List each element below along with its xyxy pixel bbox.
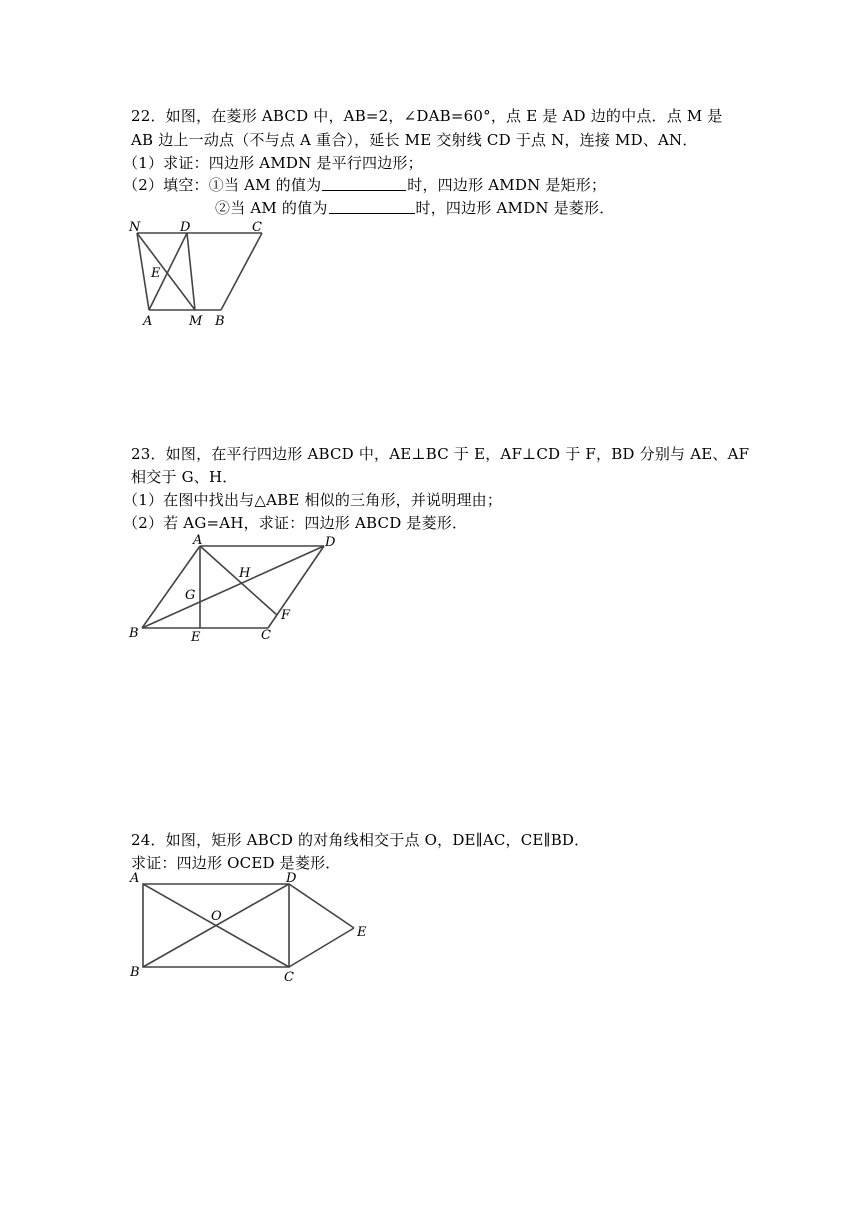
q22-label-E: E [151,266,161,281]
q22-label-A: A [143,314,153,329]
q24-label-E: E [357,925,367,940]
q23-label-H: H [239,566,251,581]
q23-line-1: 23．如图，在平行四边形 ABCD 中，AE⊥BC 于 E，AF⊥CD 于 F，BD 分别与 AE、AF [131,445,750,463]
q23-figure-lines [142,546,324,628]
q22-part-1: （1）求证：四边形 AMDN 是平行四边形； [123,154,423,172]
q23-label-A: A [193,533,203,548]
q23-label-E: E [191,630,201,645]
q24-line-2: 求证：四边形 OCED 是菱形． [131,854,341,872]
q23-part-1: （1）在图中找出与△ABE 相似的三角形，并说明理由； [123,491,503,509]
q24-label-C: C [284,970,294,985]
q24-figure-lines [143,884,354,967]
q24-label-O: O [211,909,222,924]
q24-label-B: B [130,965,140,980]
q24-line-1: 24．如图，矩形 ABCD 的对角线相交于点 O，DE∥AC，CE∥BD． [131,831,590,849]
q23-part-2: （2）若 AG=AH，求证：四边形 ABCD 是菱形． [123,514,468,532]
q22-label-N: N [129,220,141,235]
q22-fill-1-prefix: （2）填空：①当 AM 的值为 [123,176,322,194]
q22-line-2: AB 边上一动点（不与点 A 重合），延长 ME 交射线 CD 于点 N，连接 MD、AN． [131,131,698,149]
q23-label-F: F [281,608,291,623]
q24-label-A: A [130,871,140,886]
q23-label-G: G [185,588,196,603]
q22-label-C: C [252,220,262,235]
q22-label-M: M [189,314,203,329]
q24-label-D: D [286,871,297,886]
q22-label-B: B [215,314,225,329]
q23-label-C: C [261,628,271,643]
q22-fill-2-suffix: 时，四边形 AMDN 是菱形． [415,199,615,217]
q22-label-D: D [180,220,191,235]
q23-label-B: B [129,626,139,641]
q22-line-1: 22．如图，在菱形 ABCD 中，AB=2，∠DAB=60°，点 E 是 AD 边的中点．点 M 是 [131,107,723,125]
q22-fill-1-suffix: 时，四边形 AMDN 是矩形； [407,176,607,194]
q22-fill-2-prefix: ②当 AM 的值为 [215,199,328,217]
q23-line-2: 相交于 G、H． [131,468,238,486]
q23-label-D: D [325,535,336,550]
